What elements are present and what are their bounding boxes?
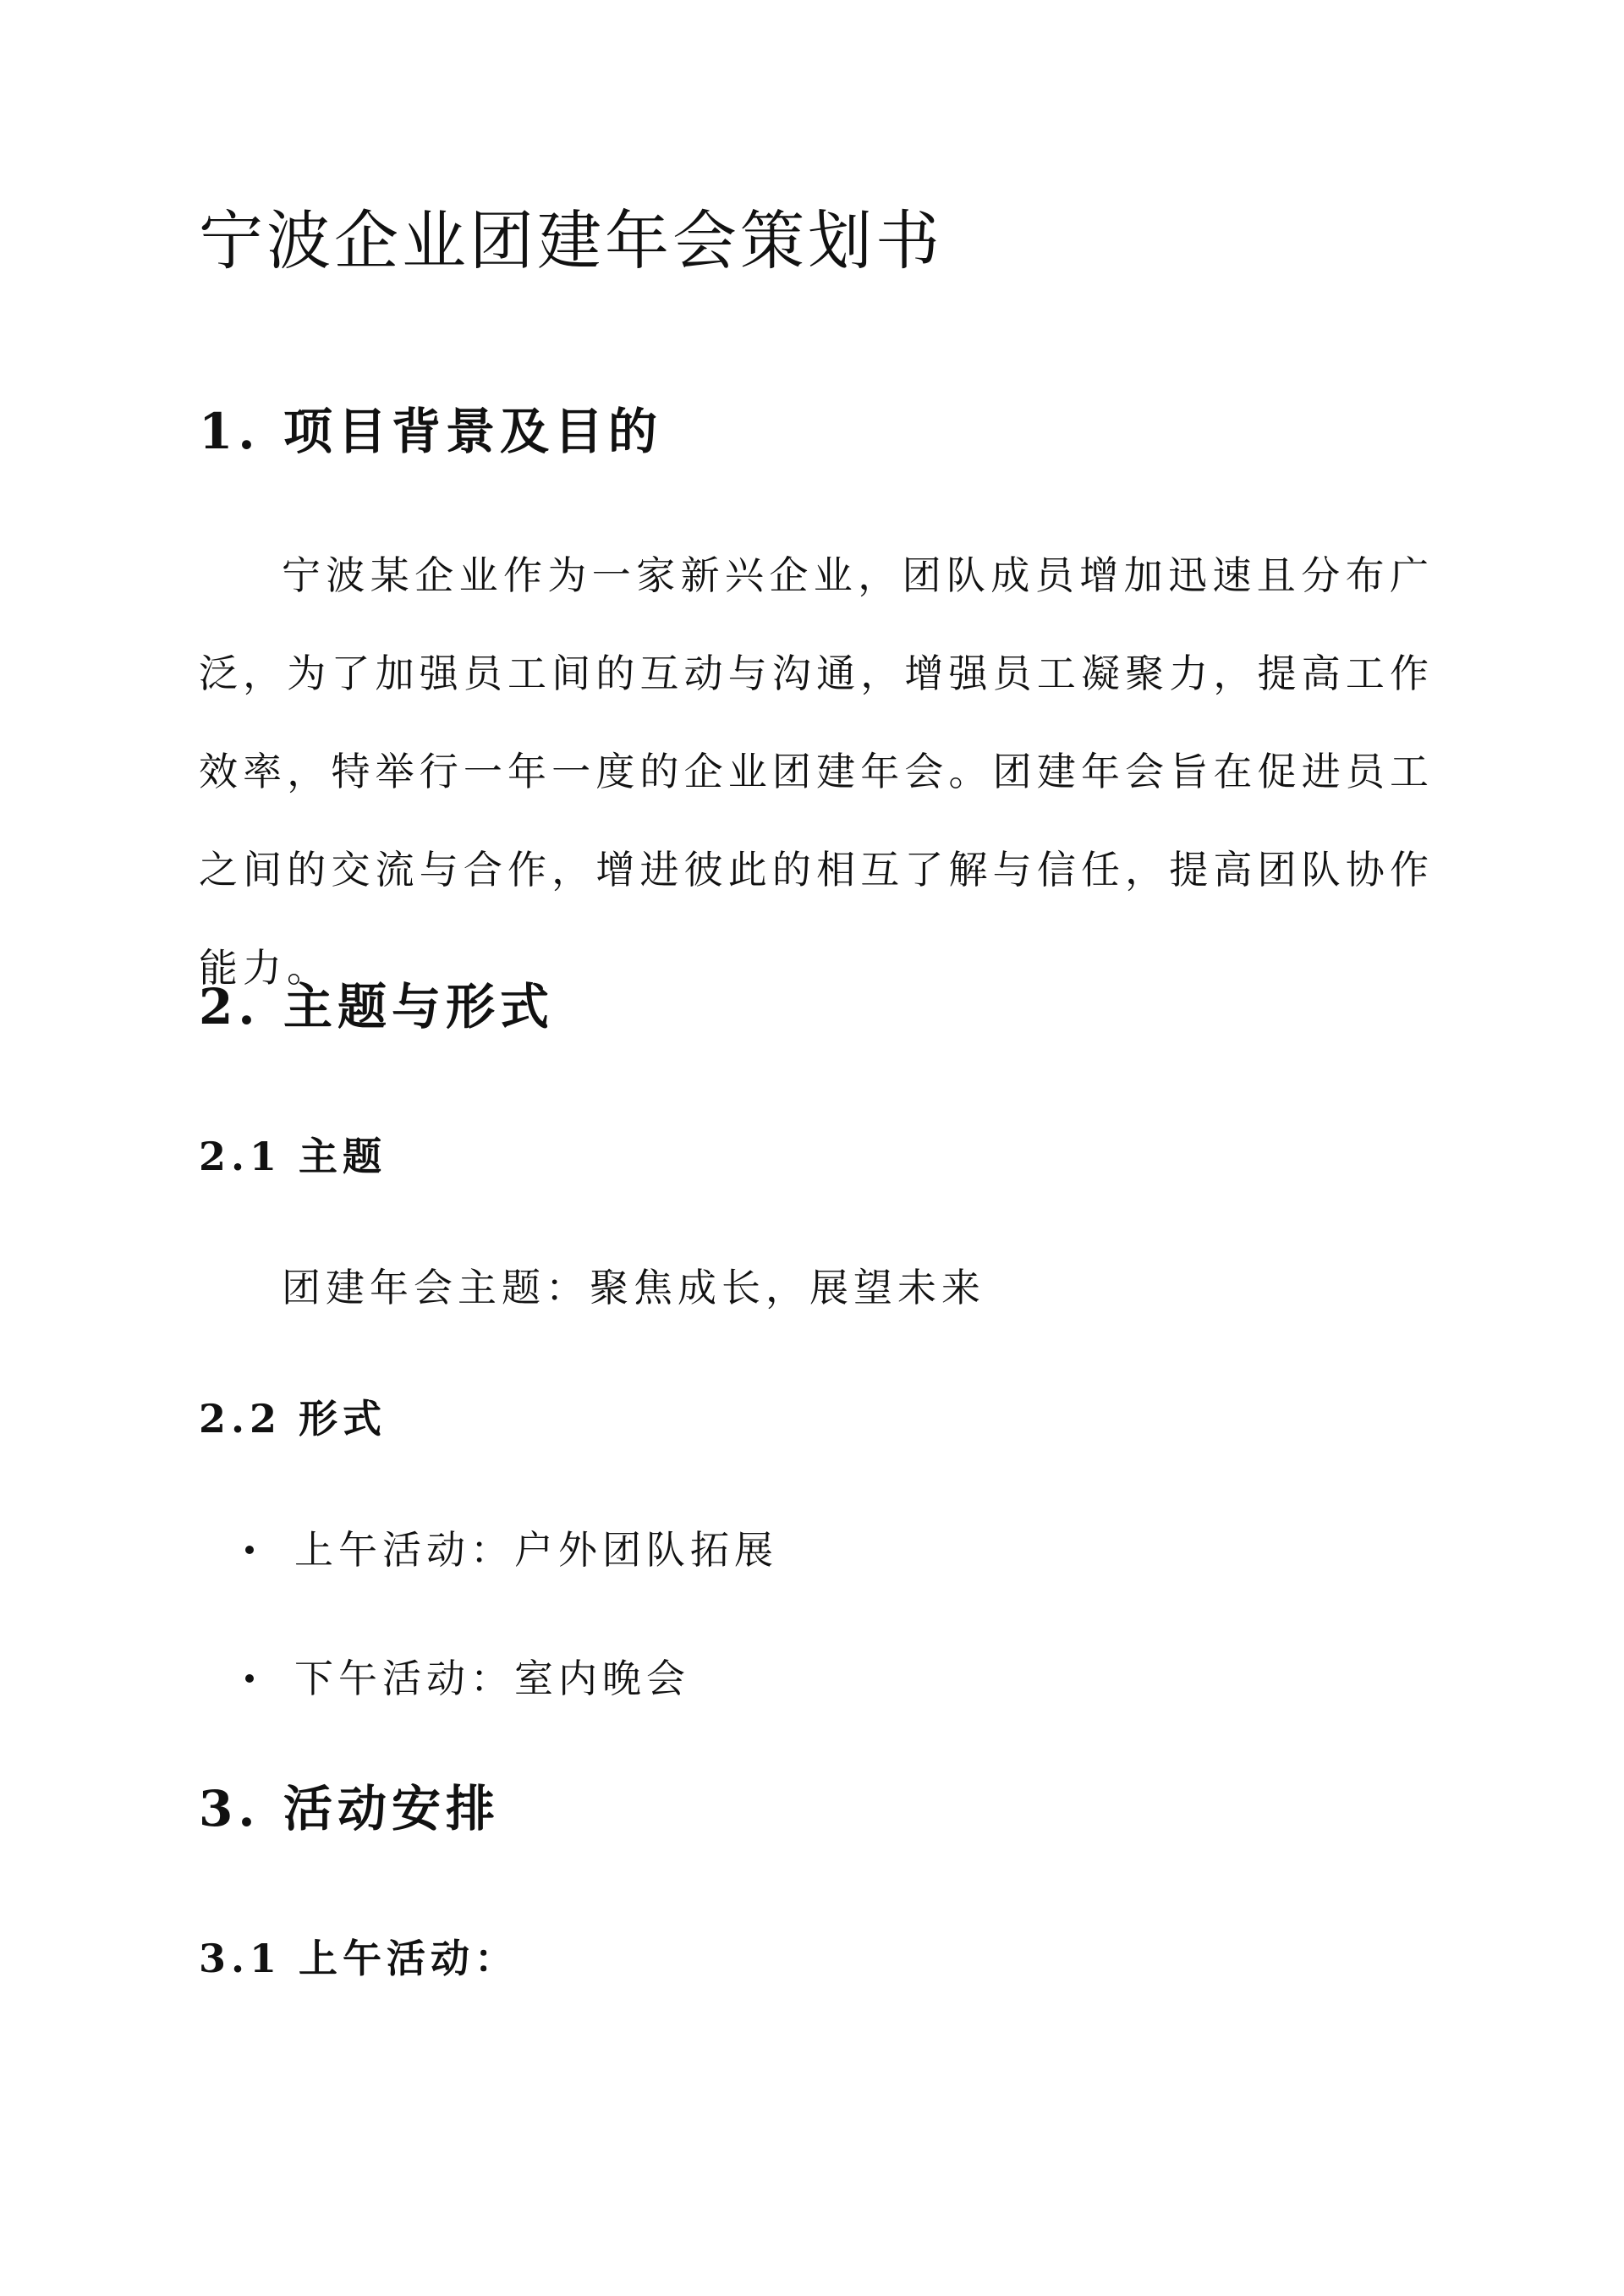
subsection-heading-2-1: [199, 1129, 387, 1184]
list-item-text: 上午活动：户外团队拓展: [294, 1527, 778, 1573]
bullet-icon: [245, 1546, 254, 1554]
subsection-heading-3-1: [199, 1931, 518, 1986]
list-item-text: 下午活动：室内晚会: [294, 1656, 690, 1701]
subsection-number: 2.2: [199, 1396, 283, 1442]
section-number: 3.: [199, 1780, 261, 1837]
bullet-icon: [245, 1674, 254, 1683]
section-heading-2: [199, 973, 554, 1041]
subsection-number: 3.1: [199, 1936, 283, 1981]
section-title: 项目背景及目的: [283, 403, 663, 460]
subsection-title: 主题: [299, 1134, 387, 1179]
section-title: 活动安排: [283, 1780, 501, 1837]
section-title: 主题与形式: [283, 978, 555, 1035]
theme-text: 团建年会主题：聚焦成长，展望未来: [282, 1265, 985, 1310]
subsection-heading-2-2: [199, 1392, 387, 1446]
subsection-title: 形式: [299, 1396, 387, 1442]
document-title: 宁波企业团建年会策划书: [199, 203, 943, 278]
section-number: 1.: [199, 403, 261, 460]
background-paragraph: 宁波某企业作为一家新兴企业，团队成员增加迅速且分布广泛，为了加强员工间的互动与沟通，增强员工凝聚力，提高工作效率，特举行一年一度的企业团建年会。团建年会旨在促进员工之间的交流与合作，增进彼此的相互了解与信任，提高团队协作能力。: [199, 552, 1434, 991]
subsection-title: 上午活动：: [299, 1936, 518, 1981]
section-heading-3: [199, 1775, 500, 1843]
section-number: 2.: [199, 978, 261, 1035]
section-heading-1: [199, 398, 662, 465]
list-item: [245, 1523, 778, 1577]
subsection-number: 2.1: [199, 1134, 283, 1179]
list-item: [245, 1651, 690, 1706]
